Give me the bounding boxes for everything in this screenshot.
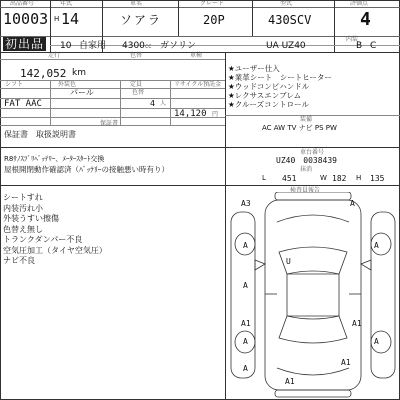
spec-col-1 [50, 80, 51, 125]
spec-col-2 [120, 80, 121, 125]
notes-bottom-rule [0, 185, 400, 186]
inspector-note: 色替え無し [3, 224, 43, 234]
length-prefix: L [262, 174, 266, 182]
mark-right-front: A [374, 241, 379, 250]
border-left [0, 0, 1, 400]
seats-unit: 人 [160, 100, 167, 107]
mark-right-rear: A1 [352, 319, 362, 328]
spec-col-3 [170, 80, 171, 125]
interior-label: 内装 [346, 36, 359, 43]
roof [287, 274, 339, 316]
inspector-note: ナビ不良 [3, 256, 35, 265]
height-value: 135 [370, 174, 385, 183]
chassis-label: 車台番号 [300, 149, 325, 156]
lot-number: 10003 [3, 10, 49, 28]
grade-name: 20P [203, 13, 225, 27]
notes-line-1: R8ｻﾉｽﾌﾞﾘﾍﾞｯﾃﾘｰ、ﾒｰﾀｰｽﾀｰﾄ交換 [4, 155, 105, 163]
displacement-unit: cc [145, 43, 152, 50]
era-mark: H [54, 15, 60, 23]
features-list [228, 64, 332, 109]
recycle-fee: 14,120 [174, 109, 207, 119]
model-code: UA UZ40 [266, 41, 306, 51]
body-color: パール [70, 88, 94, 97]
header-score-label: 評価点 [350, 0, 369, 7]
mark-rear-center: A1 [285, 377, 295, 386]
transmission: FAT AAC [4, 99, 42, 109]
type-code: 430SCV [268, 13, 312, 27]
header-model-label: 車名 [130, 0, 143, 7]
interior-grade: C [370, 41, 377, 51]
auction-score: 4 [360, 9, 371, 30]
mark-right-lower: A [374, 337, 379, 346]
mark-rear-right: A1 [341, 358, 351, 367]
seats-label: 定員 [130, 81, 143, 88]
rear-window [279, 316, 347, 343]
seats-value: 4 [150, 99, 156, 108]
fuel: ガソリン [160, 41, 197, 51]
mark-left-lower: A [243, 337, 248, 346]
length-value: 451 [282, 174, 297, 183]
recycle-unit: 円 [212, 111, 219, 118]
damage-diagram [227, 192, 399, 398]
mark-left-front: A [243, 241, 248, 250]
chassis-number: UZ40 0038439 [276, 156, 337, 165]
equipment-rule [225, 115, 400, 116]
hood-line [277, 215, 349, 222]
mark-rear-left: A [243, 364, 248, 373]
feature-item: ★ウッドコンビハンドル [228, 82, 310, 91]
spec-divider [225, 52, 226, 147]
exterior-grade: B [356, 41, 363, 51]
first-listing-badge: 初出品 [5, 37, 45, 51]
header-rule [0, 7, 400, 8]
equipment-line: AC AW TV ナビ PS PW [262, 124, 337, 132]
inspector-note: 外装うすい擦傷 [3, 214, 59, 223]
manual-header: 保証書 [100, 120, 119, 127]
feature-item: ★業革シート シートヒーター [228, 73, 332, 82]
height-prefix: H [356, 174, 362, 182]
feature-item: ★クルーズコントロール [228, 100, 309, 109]
spec-header-rule [0, 59, 225, 60]
inspector-note: 内装汚れ小 [3, 203, 43, 213]
right-mirror [361, 260, 371, 270]
inspector-notes [3, 193, 107, 267]
color-change-value: 色替 [132, 89, 145, 96]
transmission-label: シフト [5, 81, 24, 88]
row1-rule [0, 36, 400, 37]
width-prefix: W [320, 174, 327, 182]
feature-item: ★レクサスエンブレム [228, 91, 302, 100]
header-year-label: 年式 [60, 0, 73, 7]
recycle-label: リサイクル預託金 [174, 81, 222, 88]
usage: 自家用 [79, 41, 107, 51]
color-label: 外装色 [58, 81, 77, 88]
mark-left-rear: A1 [241, 319, 251, 328]
feature-item: ★ユーザー仕入 [228, 64, 280, 73]
inspection-value: 抹消 [300, 166, 313, 173]
spec-rule-2 [0, 88, 225, 89]
model-divider [178, 0, 179, 36]
left-mirror [255, 260, 265, 270]
notes-divider [225, 147, 226, 185]
mark-front-right: A [350, 199, 355, 208]
inspector-note: 空気圧加工（タイヤ空気圧） [3, 245, 107, 255]
rear-bumper [275, 390, 351, 397]
spec-header-inspection: 車検 [190, 52, 203, 59]
manual-text: 保証書 取扱説明書 [4, 130, 76, 139]
mileage-unit: km [72, 68, 86, 78]
equipment-header: 装備 [300, 116, 313, 123]
spec-header-mileage: 走行 [48, 52, 61, 59]
notes-line-2: 屋根開閉動作確認済（ﾊﾞｯﾃﾘｰの接触悪い時有り） [4, 165, 169, 174]
model-name: ソアラ [120, 13, 163, 27]
grade-divider [252, 0, 253, 36]
notes-top-rule [0, 147, 400, 148]
diagram-divider [225, 185, 226, 400]
diagram-header-right: 検査員報告 [290, 187, 321, 194]
trunk-line [277, 368, 349, 375]
inspector-note: シートすれ [3, 193, 43, 202]
model-year: 14 [61, 10, 80, 28]
spec-header-color-change: 色替 [130, 52, 143, 59]
displacement: 4300 [122, 41, 145, 51]
doors: 10 [60, 41, 72, 51]
header-lot-label: 出品番号 [10, 0, 35, 7]
header-grade-label: グレード [200, 0, 225, 7]
mark-left-mid: A [243, 281, 248, 290]
mileage-value: 142,052 [20, 67, 67, 80]
width-value: 182 [332, 174, 347, 183]
front-bumper [275, 192, 351, 200]
inspector-note: トランクダンパー不良 [3, 235, 83, 244]
mark-hood: U [286, 257, 291, 266]
mark-front-left: A3 [241, 199, 251, 208]
header-type-label: 型式 [280, 0, 293, 7]
